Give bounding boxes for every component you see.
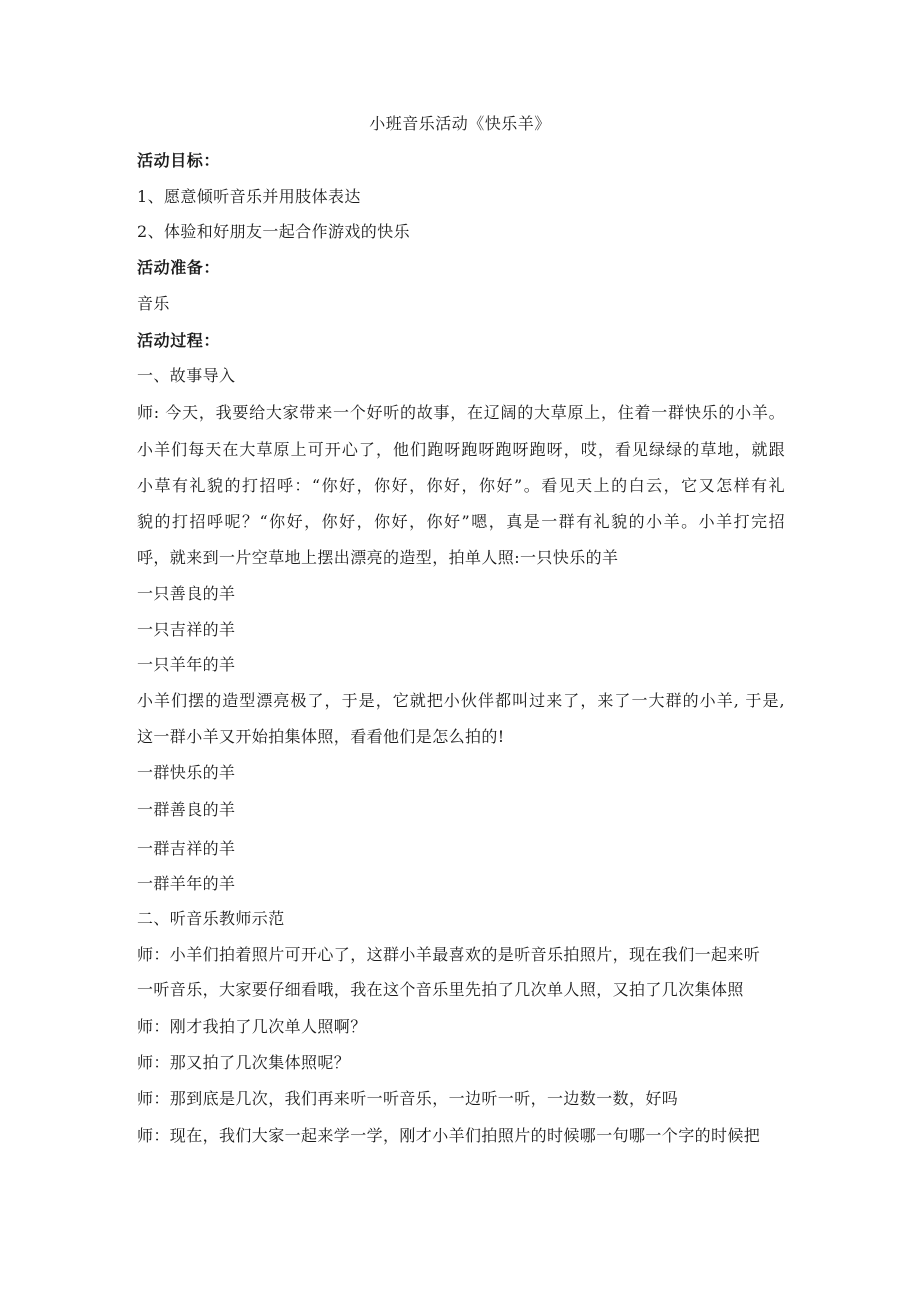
section2-line: 师：小羊们拍着照片可开心了，这群小羊最喜欢的是听音乐拍照片，现在我们一起来听: [137, 945, 761, 964]
document-title: 小班音乐活动《快乐羊》: [369, 114, 551, 133]
group-photo-line: 一群快乐的羊: [137, 763, 236, 782]
section2-line: 师：刚才我拍了几次单人照啊？: [137, 1017, 367, 1036]
story-line: 呼，就来到一片空草地上摆出漂亮的造型，拍单人照:一只快乐的羊: [137, 548, 619, 567]
section2-line: 师：那又拍了几次集体照呢？: [137, 1053, 351, 1072]
goal-item: 2、体验和好朋友一起合作游戏的快乐: [137, 222, 410, 241]
group-photo-line: 一群善良的羊: [137, 800, 236, 819]
group-intro-line: 小羊们摆的造型漂亮极了，于是，它就把小伙伴都叫过来了，来了一大群的小羊, 于是,: [137, 691, 785, 710]
group-photo-line: 一群羊年的羊: [137, 874, 236, 893]
section2-line: 师：现在，我们大家一起来学一学，刚才小羊们拍照片的时候哪一句哪一个字的时候把: [137, 1126, 761, 1145]
section-heading: 一、故事导入: [137, 366, 236, 385]
group-photo-line: 一群吉祥的羊: [137, 839, 236, 858]
prep-text: 音乐: [137, 294, 170, 313]
prep-heading: 活动准备：: [137, 258, 221, 277]
section2-line: 师：那到底是几次，我们再来听一听音乐，一边听一听，一边数一数，好吗: [137, 1089, 679, 1108]
story-line: 小草有礼貌的打招呼：“你好，你好，你好，你好”。看见天上的白云，它又怎样有礼: [137, 476, 785, 495]
single-photo-line: 一只羊年的羊: [137, 655, 236, 674]
process-heading: 活动过程：: [137, 331, 221, 350]
group-intro-line: 这一群小羊又开始拍集体照，看看他们是怎么拍的!: [137, 727, 505, 746]
goals-heading: 活动目标：: [137, 151, 221, 170]
section2-line: 一听音乐，大家要仔细看哦，我在这个音乐里先拍了几次单人照，又拍了几次集体照: [137, 980, 744, 999]
story-line: 貌的打招呼呢？“你好，你好，你好，你好”嗯，真是一群有礼貌的小羊。小羊打完招: [137, 512, 785, 531]
story-line: 小羊们每天在大草原上可开心了，他们跑呀跑呀跑呀跑呀，哎，看见绿绿的草地，就跟: [137, 440, 785, 459]
single-photo-line: 一只吉祥的羊: [137, 620, 236, 639]
goal-item: 1、愿意倾听音乐并用肢体表达: [137, 187, 361, 206]
single-photo-line: 一只善良的羊: [137, 584, 236, 603]
section-heading: 二、听音乐教师示范: [137, 909, 285, 928]
story-line: 师: 今天，我要给大家带来一个好听的故事，在辽阔的大草原上，住着一群快乐的小羊。: [137, 403, 785, 422]
